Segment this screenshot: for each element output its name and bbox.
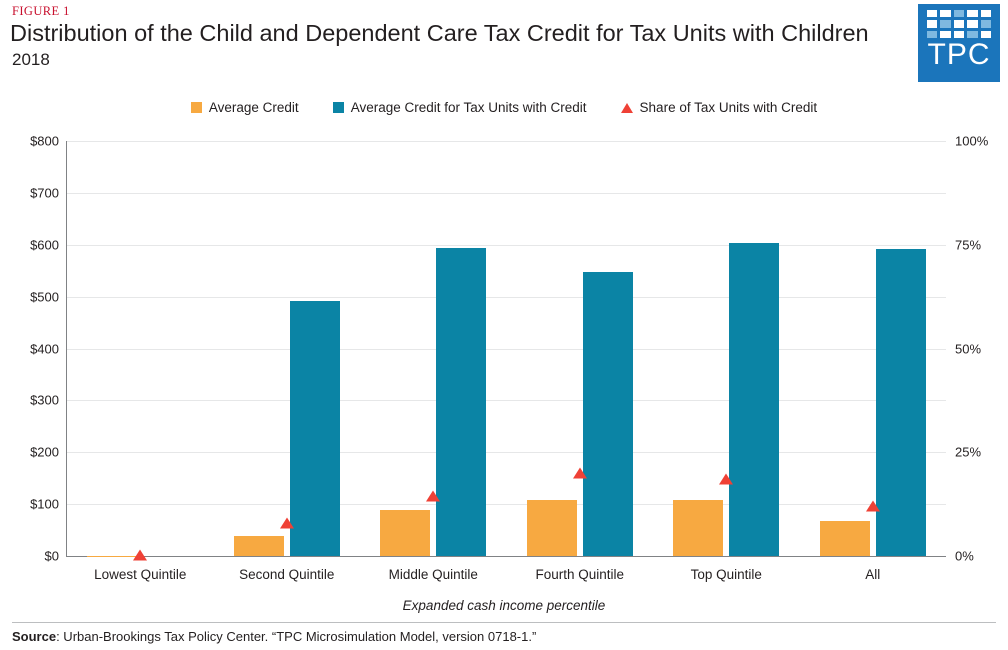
y-axis-left-tick-label: $400 bbox=[30, 341, 59, 356]
footer-divider bbox=[12, 622, 996, 623]
legend-item-average-credit-with-credit bbox=[333, 100, 587, 115]
y-axis-left-tick-label: $700 bbox=[30, 185, 59, 201]
bar-pair bbox=[507, 141, 654, 556]
source-note bbox=[12, 629, 536, 644]
y-axis-left-tick-label: $500 bbox=[30, 289, 59, 305]
x-axis-tick-label: Second Quintile bbox=[239, 567, 335, 582]
legend-label: Average Credit bbox=[208, 100, 299, 115]
legend-swatch-icon bbox=[333, 102, 344, 113]
x-axis-tick-label: Top Quintile bbox=[690, 567, 762, 582]
legend-item-share-of-tax-units bbox=[621, 100, 818, 115]
bar-pair bbox=[67, 141, 214, 556]
legend-item-average-credit bbox=[191, 100, 299, 115]
chart-group bbox=[67, 141, 214, 582]
chart-groups bbox=[67, 141, 946, 582]
page-subtitle: 2018 bbox=[12, 50, 50, 69]
x-axis-tick-label: Middle Quintile bbox=[388, 567, 478, 582]
marker-share-of-tax-units bbox=[866, 501, 880, 512]
tpc-logo bbox=[918, 4, 1000, 82]
source-text: : Urban-Brookings Tax Policy Center. “TPC Microsimulation Model, version 0718-1.” bbox=[56, 629, 537, 644]
bar-average-credit-with-credit bbox=[436, 248, 486, 556]
bar-average-credit bbox=[527, 500, 577, 557]
figure-tag: FIGURE 1 bbox=[12, 4, 70, 18]
marker-share-of-tax-units bbox=[280, 517, 294, 528]
y-axis-right-tick-label: 0% bbox=[955, 548, 974, 564]
y-axis-right-tick-label: 25% bbox=[955, 444, 982, 460]
marker-share-of-tax-units bbox=[133, 550, 147, 561]
chart-group bbox=[507, 141, 654, 582]
page-title: Distribution of the Child and Dependent Care Tax Credit for Tax Units with Children bbox=[10, 20, 869, 46]
y-axis-left-tick-label: $0 bbox=[44, 548, 59, 564]
x-axis-tick-label: Fourth Quintile bbox=[535, 567, 625, 582]
bar-average-credit bbox=[234, 536, 284, 556]
marker-share-of-tax-units bbox=[426, 490, 440, 501]
y-axis-left-tick-label: $600 bbox=[30, 237, 59, 253]
legend-triangle-icon bbox=[621, 103, 633, 113]
bar-pair bbox=[214, 141, 361, 556]
bar-average-credit bbox=[673, 500, 723, 557]
logo-grid-icon bbox=[927, 10, 991, 38]
chart-group bbox=[214, 141, 361, 582]
bar-average-credit-with-credit bbox=[583, 272, 633, 556]
chart-group bbox=[653, 141, 800, 582]
marker-share-of-tax-units bbox=[573, 468, 587, 479]
y-axis-right-tick-label: 75% bbox=[955, 237, 982, 253]
legend-label: Share of Tax Units with Credit bbox=[639, 100, 818, 115]
bar-average-credit-with-credit bbox=[876, 249, 926, 556]
y-axis-right-tick-label: 50% bbox=[955, 341, 982, 356]
chart-group bbox=[360, 141, 507, 582]
y-axis-left-tick-label: $100 bbox=[30, 496, 59, 512]
bar-average-credit-with-credit bbox=[729, 243, 779, 556]
bar-pair bbox=[653, 141, 800, 556]
bar-average-credit bbox=[380, 510, 430, 556]
x-axis-title: Expanded cash income percentile bbox=[402, 598, 606, 613]
legend-label: Average Credit for Tax Units with Credit bbox=[350, 100, 587, 115]
y-axis-right-tick-label: 100% bbox=[955, 133, 989, 149]
legend-swatch-icon bbox=[191, 102, 202, 113]
chart-legend bbox=[0, 100, 1008, 115]
chart-group bbox=[800, 141, 947, 582]
marker-share-of-tax-units bbox=[719, 474, 733, 485]
bar-average-credit bbox=[87, 556, 137, 557]
logo-wordmark: TPC bbox=[927, 38, 991, 71]
y-axis-left-tick-label: $800 bbox=[30, 133, 59, 149]
chart-plot-area bbox=[30, 133, 989, 582]
y-axis-left-tick-label: $300 bbox=[30, 392, 59, 408]
x-axis-tick-label: Lowest Quintile bbox=[94, 567, 187, 582]
x-axis-tick-label: All bbox=[865, 567, 881, 582]
bar-average-credit bbox=[820, 521, 870, 556]
source-label: Source bbox=[12, 629, 57, 644]
bar-average-credit-with-credit bbox=[290, 301, 340, 556]
y-axis-left-tick-label: $200 bbox=[30, 444, 59, 460]
bar-pair bbox=[800, 141, 947, 556]
